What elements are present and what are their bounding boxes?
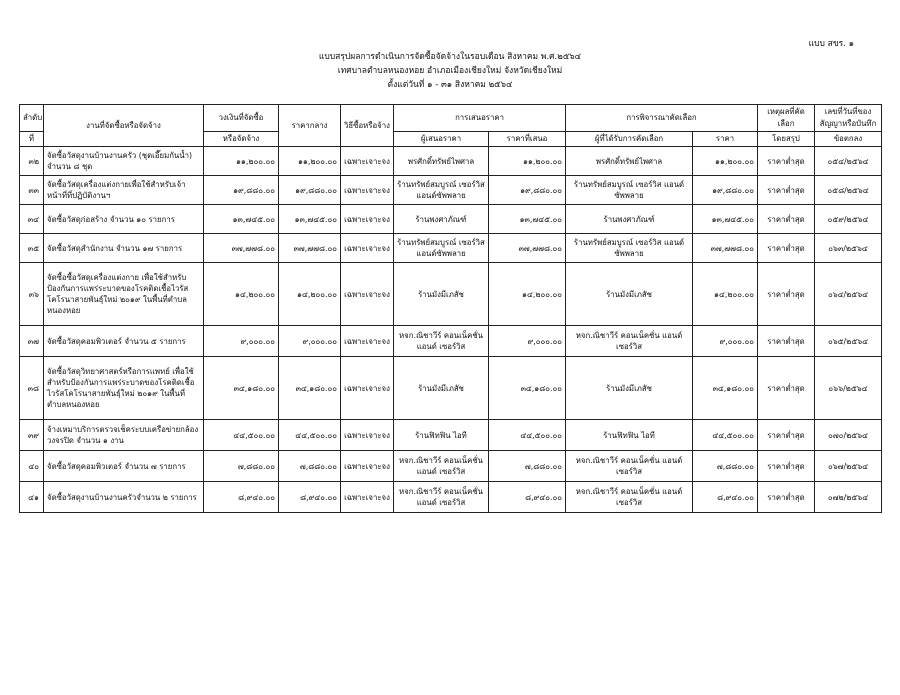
- row-reason: ราคาต่ำสุด: [758, 326, 815, 357]
- row-method: เฉพาะเจาะจง: [341, 326, 394, 357]
- col-bid-price-header: ราคาที่เสนอ: [489, 132, 566, 147]
- row-bidder: ร้านมังมีเภสัช: [394, 263, 489, 326]
- row-bid-price: ๙,๐๐๐.๐๐: [489, 326, 566, 357]
- form-code: แบบ สขร. ๑: [808, 39, 854, 49]
- row-budget: ๑๙,๘๘๐.๐๐: [204, 176, 279, 205]
- row-work: จัดซื้อซื้อวัสดุเครื่องแต่งกาย เพื่อใช้สำหรับป้องกันการแพร่ระบาดของโรคติดเชื้อไวรัสโคโรนาสายพันธุ์ใหม่ ๒๐๑๙ ในพื้นที่ตำบลหนองหอย: [44, 263, 204, 326]
- table-row: [20, 420, 882, 451]
- col-contract-subheader: ข้อตกลง: [815, 132, 882, 147]
- row-bid-price: ๔๔,๕๐๐.๐๐: [489, 420, 566, 451]
- row-contract: ๐๖๓/๒๕๖๔: [815, 234, 882, 263]
- col-selection-header: การพิจารณาคัดเลือก: [566, 105, 758, 132]
- col-offer-header: การเสนอราคา: [394, 105, 566, 132]
- row-bidder: หจก.ณิชาวีร์ คอนเน็คชั่น แอนด์ เซอร์วิส: [394, 451, 489, 482]
- table-row: [20, 357, 882, 420]
- row-winner: ร้านมังมีเภสัช: [566, 357, 693, 420]
- row-seq: ๔๐: [20, 451, 44, 482]
- row-contract: ๐๕๔/๒๕๖๔: [815, 147, 882, 176]
- row-median: ๑๑,๒๐๐.๐๐: [279, 147, 341, 176]
- row-seq: ๓๖: [20, 263, 44, 326]
- col-seq-subheader: ที่: [20, 132, 44, 147]
- row-winner: หจก.ณิชาวีร์ คอนเน็คชั่น แอนด์ เซอร์วิส: [566, 482, 693, 513]
- row-method: เฉพาะเจาะจง: [341, 482, 394, 513]
- row-reason: ราคาต่ำสุด: [758, 482, 815, 513]
- row-contract: ๐๗๒/๒๕๖๔: [815, 482, 882, 513]
- row-reason: ราคาต่ำสุด: [758, 147, 815, 176]
- col-seq-header: ลำดับ: [20, 105, 44, 132]
- row-method: เฉพาะเจาะจง: [341, 357, 394, 420]
- row-median: ๓๗,๗๗๘.๐๐: [279, 234, 341, 263]
- col-method-header: วิธีซื้อหรือจ้าง: [341, 105, 394, 147]
- row-bid-price: ๑๔,๒๐๐.๐๐: [489, 263, 566, 326]
- row-method: เฉพาะเจาะจง: [341, 420, 394, 451]
- row-winner: พรศักดิ์ทรัพย์ไพศาล: [566, 147, 693, 176]
- row-bid-price: ๑๓,๗๔๕.๐๐: [489, 205, 566, 234]
- col-contract-header-line1: เลขที่วันที่ของ: [824, 107, 872, 116]
- row-price: ๑๔,๒๐๐.๐๐: [693, 263, 758, 326]
- row-median: ๑๓,๗๔๕.๐๐: [279, 205, 341, 234]
- row-budget: ๑๑,๒๐๐.๐๐: [204, 147, 279, 176]
- row-seq: ๓๕: [20, 234, 44, 263]
- row-seq: ๓๓: [20, 176, 44, 205]
- row-reason: ราคาต่ำสุด: [758, 263, 815, 326]
- row-work: จัดซื้อวัสดุเครื่องแต่งกายเพื่อใช้สำหรับเจ้าหน้าที่ที่ปฏิบัติงานฯ: [44, 176, 204, 205]
- row-bid-price: ๗,๘๘๐.๐๐: [489, 451, 566, 482]
- col-contract-header-line2: สัญญาหรือบันทึก: [819, 119, 877, 128]
- row-work: จ้างเหมาบริการตรวจเช็คระบบเครือข่ายกล้องวงจรปิด จำนวน ๑ งาน: [44, 420, 204, 451]
- report-title: แบบสรุปผลการดำเนินการจัดซื้อจัดจ้างในรอบเดือน สิงหาคม พ.ศ.๒๕๖๔: [318, 52, 582, 62]
- table-body: [20, 147, 882, 513]
- row-price: ๑๓,๗๔๕.๐๐: [693, 205, 758, 234]
- row-seq: ๓๒: [20, 147, 44, 176]
- row-price: ๗,๘๘๐.๐๐: [693, 451, 758, 482]
- report-period: ตั้งแต่วันที่ ๑ - ๓๑ สิงหาคม ๒๕๖๔: [387, 80, 513, 90]
- row-seq: ๓๘: [20, 357, 44, 420]
- row-reason: ราคาต่ำสุด: [758, 451, 815, 482]
- row-work: จัดซื้อวัสดุสำนักงาน จำนวน ๑๗ รายการ: [44, 234, 204, 263]
- row-seq: ๓๙: [20, 420, 44, 451]
- row-contract: ๐๗๐/๒๕๖๔: [815, 420, 882, 451]
- row-budget: ๑๓,๗๔๕.๐๐: [204, 205, 279, 234]
- row-winner: ร้านทรัพย์สมบูรณ์ เซอร์วิส แอนด์ซัพพลาย: [566, 234, 693, 263]
- row-contract: ๐๕๙/๒๕๖๔: [815, 205, 882, 234]
- row-winner: หจก.ณิชาวีร์ คอนเน็คชั่น แอนด์ เซอร์วิส: [566, 326, 693, 357]
- row-price: ๑๑,๒๐๐.๐๐: [693, 147, 758, 176]
- col-price-header: ราคา: [693, 132, 758, 147]
- row-contract: ๐๖๔/๒๕๖๔: [815, 263, 882, 326]
- row-price: ๓๔,๑๘๐.๐๐: [693, 357, 758, 420]
- row-median: ๑๔,๒๐๐.๐๐: [279, 263, 341, 326]
- row-median: ๗,๘๘๐.๐๐: [279, 451, 341, 482]
- row-winner: หจก.ณิชาวีร์ คอนเน็คชั่น แอนด์ เซอร์วิส: [566, 451, 693, 482]
- row-budget: ๓๗,๗๗๘.๐๐: [204, 234, 279, 263]
- row-bidder: ร้านทรัพย์สมบูรณ์ เซอร์วิส แอนด์ซัพพลาย: [394, 176, 489, 205]
- row-budget: ๓๔,๑๘๐.๐๐: [204, 357, 279, 420]
- row-bidder: ร้านมังมีเภสัช: [394, 357, 489, 420]
- row-bidder: ร้านพงศาภัณฑ์: [394, 205, 489, 234]
- col-budget-header: วงเงินที่จัดซื้อ: [204, 105, 279, 132]
- row-work: จัดซื้อวัสดุวิทยาศาสตร์หรือการแพทย์ เพื่อใช้สำหรับป้องกันการแพร่ระบาดของโรคติดเชื้อไวรัสโคโรนาสายพันธุ์ใหม่ ๒๐๑๙ ในพื้นที่ตำบลหนองหอย: [44, 357, 204, 420]
- row-median: ๘,๙๔๐.๐๐: [279, 482, 341, 513]
- row-contract: ๐๖๖/๒๕๖๔: [815, 357, 882, 420]
- row-winner: ร้านฟิทฟิน ไอที: [566, 420, 693, 451]
- row-bidder: พรศักดิ์ทรัพย์ไพศาล: [394, 147, 489, 176]
- row-price: ๙,๐๐๐.๐๐: [693, 326, 758, 357]
- col-reason-header: เหตุผลที่คัดเลือก: [758, 105, 815, 132]
- table-header: [20, 105, 882, 147]
- row-bid-price: ๘,๙๔๐.๐๐: [489, 482, 566, 513]
- table-row: [20, 451, 882, 482]
- col-contract-header: [815, 105, 882, 132]
- row-bidder: หจก.ณิชาวีร์ คอนเน็คชั่น แอนด์ เซอร์วิส: [394, 326, 489, 357]
- row-work: จัดซื้อวัสดุก่อสร้าง จำนวน ๑๐ รายการ: [44, 205, 204, 234]
- row-seq: ๔๑: [20, 482, 44, 513]
- table-row: [20, 482, 882, 513]
- row-method: เฉพาะเจาะจง: [341, 451, 394, 482]
- row-bid-price: ๑๙,๘๘๐.๐๐: [489, 176, 566, 205]
- row-work: จัดซื้อวัสดุงานบ้านงานครัว (ชุดเอี๊ยมกันน้ำ) จำนวน ๘ ชุด: [44, 147, 204, 176]
- row-median: ๑๙,๘๘๐.๐๐: [279, 176, 341, 205]
- table-row: [20, 326, 882, 357]
- procurement-table: [19, 104, 882, 513]
- row-price: ๓๗,๗๗๘.๐๐: [693, 234, 758, 263]
- row-reason: ราคาต่ำสุด: [758, 234, 815, 263]
- row-seq: ๓๗: [20, 326, 44, 357]
- row-method: เฉพาะเจาะจง: [341, 176, 394, 205]
- row-reason: ราคาต่ำสุด: [758, 420, 815, 451]
- table-row: [20, 234, 882, 263]
- col-budget-subheader: หรือจัดจ้าง: [204, 132, 279, 147]
- col-winner-header: ผู้ที่ได้รับการคัดเลือก: [566, 132, 693, 147]
- row-winner: ร้านทรัพย์สมบูรณ์ เซอร์วิส แอนด์ซัพพลาย: [566, 176, 693, 205]
- row-bid-price: ๑๑,๒๐๐.๐๐: [489, 147, 566, 176]
- row-winner: ร้านมังมีเภสัช: [566, 263, 693, 326]
- row-budget: ๗,๘๘๐.๐๐: [204, 451, 279, 482]
- row-bidder: หจก.ณิชาวีร์ คอนเน็คชั่น แอนด์ เซอร์วิส: [394, 482, 489, 513]
- row-method: เฉพาะเจาะจง: [341, 263, 394, 326]
- row-work: จัดซื้อวัสดุงานบ้านงานครัวจำนวน ๒ รายการ: [44, 482, 204, 513]
- table-row: [20, 263, 882, 326]
- row-price: ๑๙,๘๘๐.๐๐: [693, 176, 758, 205]
- row-method: เฉพาะเจาะจง: [341, 147, 394, 176]
- row-contract: ๐๕๘/๒๕๖๔: [815, 176, 882, 205]
- row-median: ๙,๐๐๐.๐๐: [279, 326, 341, 357]
- row-budget: ๔๔,๕๐๐.๐๐: [204, 420, 279, 451]
- table-row: [20, 205, 882, 234]
- row-budget: ๑๔,๒๐๐.๐๐: [204, 263, 279, 326]
- row-bid-price: ๓๔,๑๘๐.๐๐: [489, 357, 566, 420]
- row-bidder: ร้านทรัพย์สมบูรณ์ เซอร์วิส แอนด์ซัพพลาย: [394, 234, 489, 263]
- col-reason-subheader: โดยสรุป: [758, 132, 815, 147]
- row-price: ๔๔,๕๐๐.๐๐: [693, 420, 758, 451]
- row-reason: ราคาต่ำสุด: [758, 205, 815, 234]
- row-bid-price: ๓๗,๗๗๘.๐๐: [489, 234, 566, 263]
- row-contract: ๐๖๗/๒๕๖๔: [815, 451, 882, 482]
- col-median-header: ราคากลาง: [279, 105, 341, 147]
- row-budget: ๙,๐๐๐.๐๐: [204, 326, 279, 357]
- col-bidder-header: ผู้เสนอราคา: [394, 132, 489, 147]
- row-bidder: ร้านฟิทฟิน ไอที: [394, 420, 489, 451]
- table-row: [20, 176, 882, 205]
- report-heading: [0, 50, 900, 92]
- row-median: ๔๔,๕๐๐.๐๐: [279, 420, 341, 451]
- row-budget: ๘,๙๔๐.๐๐: [204, 482, 279, 513]
- table-row: [20, 147, 882, 176]
- row-median: ๓๔,๑๘๐.๐๐: [279, 357, 341, 420]
- row-reason: ราคาต่ำสุด: [758, 176, 815, 205]
- row-contract: ๐๖๕/๒๕๖๔: [815, 326, 882, 357]
- report-organization: เทศบาลตำบลหนองหอย อำเภอเมืองเชียงใหม่ จังหวัดเชียงใหม่: [337, 66, 563, 76]
- row-method: เฉพาะเจาะจง: [341, 205, 394, 234]
- row-method: เฉพาะเจาะจง: [341, 234, 394, 263]
- row-seq: ๓๔: [20, 205, 44, 234]
- row-reason: ราคาต่ำสุด: [758, 357, 815, 420]
- row-price: ๘,๙๔๐.๐๐: [693, 482, 758, 513]
- row-work: จัดซื้อวัสดุคอมพิวเตอร์ จำนวน ๕ รายการ: [44, 326, 204, 357]
- col-work-header: งานที่จัดซื้อหรือจัดจ้าง: [44, 105, 204, 147]
- row-winner: ร้านพงศาภัณฑ์: [566, 205, 693, 234]
- row-work: จัดซื้อวัสดุคอมพิวเตอร์ จำนวน ๗ รายการ: [44, 451, 204, 482]
